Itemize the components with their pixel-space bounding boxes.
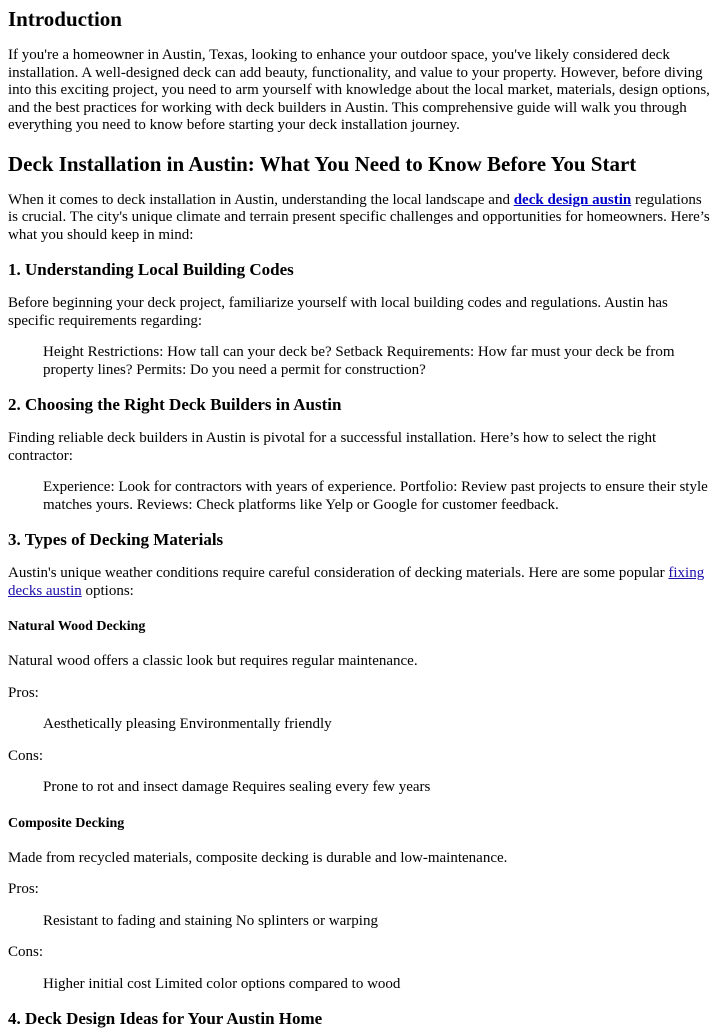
composite-paragraph: Made from recycled materials, composite decking is durable and low-maintenance. [8,849,508,866]
natural-wood-paragraph: Natural wood offers a classic look but requires regular maintenance. [8,653,418,669]
natural-wood-cons: Prone to rot and insect damage Requires sealing every few years [43,779,431,795]
section4-heading: 4. Deck Design Ideas for Your Austin Home [8,1009,323,1028]
section3-heading: 3. Types of Decking Materials [8,530,224,549]
section3-paragraph-text-a: Austin's unique weather conditions require careful consideration of decking materials. Here are some popular [8,565,669,581]
section1-heading: 1. Understanding Local Building Codes [8,260,294,279]
main-paragraph-text-a: When it comes to deck installation in Austin, understanding the local landscape and [8,191,514,208]
section2-paragraph: Finding reliable deck builders in Austin is pivotal for a successful installation. Here’s how to select the right contractor: [8,430,657,464]
section1-list: Height Restrictions: How tall can your deck be? Setback Requirements: How far must your deck be from property lines? Permits: Do you need a permit for construction? [43,344,675,378]
fixing-decks-austin-link[interactable]: fixing decks austin [8,565,705,599]
natural-wood-cons-label: Cons: [8,747,44,764]
natural-wood-pros: Aesthetically pleasing Environmentally friendly [43,716,332,732]
section3-paragraph-text-b: options: [81,582,134,599]
section1-paragraph: Before beginning your deck project, familiarize yourself with local building codes and regulations. Austin has specific requirements regarding: [8,295,668,329]
section2-heading: 2. Choosing the Right Deck Builders in Austin [8,395,342,414]
section3-paragraph [8,565,712,600]
main-heading: Deck Installation in Austin: What You Need to Know Before You Start [8,151,637,176]
composite-pros: Resistant to fading and staining No splinters or warping [43,912,378,929]
intro-heading: Introduction [8,7,122,31]
composite-pros-label: Pros: [8,881,39,897]
intro-paragraph: If you're a homeowner in Austin, Texas, looking to enhance your outdoor space, you've likely considered deck installation. A well-designed deck can add beauty, functionality, and value to your property. However, before diving into this exciting project, you need to arm yourself with knowledge about the local market, materials, design options, and the best practices for working with deck builders in Austin. This comprehensive guide will walk you through everything you need to know before starting your deck installation journey. [8,47,710,133]
natural-wood-heading: Natural Wood Decking [8,619,146,634]
natural-wood-pros-label: Pros: [8,684,39,701]
document-page [0,7,720,1029]
composite-cons: Higher initial cost Limited color options compared to wood [43,975,401,992]
main-paragraph [8,192,712,245]
main-paragraph-text-b: regulations is crucial. The city's unique climate and terrain present specific challenges and opportunities for homeowners. Here’s what you should keep in mind: [8,191,710,243]
composite-heading: Composite Decking [8,815,125,831]
composite-cons-label: Cons: [8,944,44,960]
section2-list: Experience: Look for contractors with years of experience. Portfolio: Review past projects to ensure their style matches yours. Reviews: Check platforms like Yelp or Google for customer feedback. [43,479,708,513]
deck-design-austin-link[interactable]: deck design austin [513,191,632,208]
